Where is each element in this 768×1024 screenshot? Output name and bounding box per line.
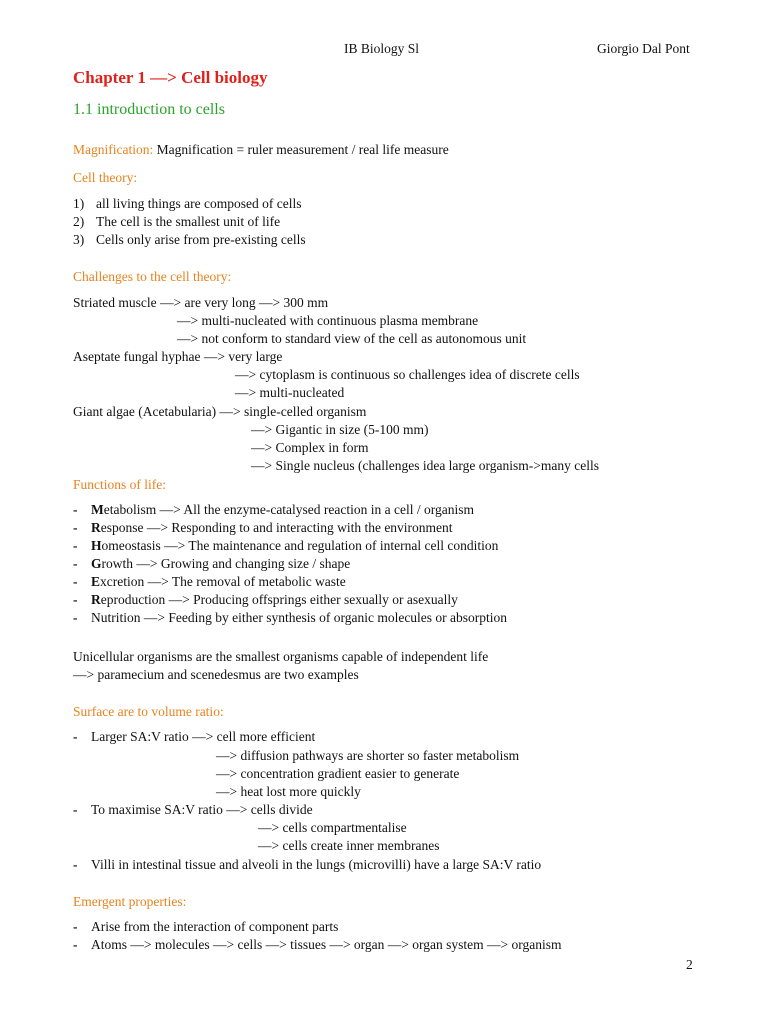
sav-line: —> heat lost more quickly xyxy=(216,784,361,799)
challenge-line: —> Gigantic in size (5-100 mm) xyxy=(251,422,429,437)
challenge-line: —> multi-nucleated with continuous plasma membrane xyxy=(177,313,479,328)
list-item: - Reproduction —> Producing offsprings either sexually or asexually xyxy=(73,592,458,607)
list-item: 3) Cells only arise from pre-existing cells xyxy=(73,232,306,247)
cell-theory-heading: Cell theory: xyxy=(73,170,138,185)
sav-line: —> cells compartmentalise xyxy=(258,820,407,835)
unicellular-line: Unicellular organisms are the smallest organisms capable of independent life xyxy=(73,649,489,664)
functions-heading: Functions of life: xyxy=(73,477,166,492)
functions-list xyxy=(73,501,507,627)
chapter-title: Chapter 1 —> Cell biology xyxy=(73,68,268,87)
emergent-heading: Emergent properties: xyxy=(73,894,187,909)
list-item: - Metabolism —> All the enzyme-catalysed reaction in a cell / organism xyxy=(73,502,474,517)
magnification-text: Magnification = ruler measurement / real life measure xyxy=(153,142,449,157)
sav-line: - Larger SA:V ratio —> cell more efficient xyxy=(73,729,316,744)
challenge-line: Aseptate fungal hyphae —> very large xyxy=(73,349,283,364)
header-author: Giorgio Dal Pont xyxy=(597,41,690,56)
challenge-line: Giant algae (Acetabularia) —> single-celled organism xyxy=(73,404,367,419)
challenge-line: Striated muscle —> are very long —> 300 mm xyxy=(73,295,329,310)
list-item: - Growth —> Growing and changing size / shape xyxy=(73,556,351,571)
cell-theory-list xyxy=(73,195,306,249)
challenge-line: —> multi-nucleated xyxy=(235,385,345,400)
sav-heading: Surface are to volume ratio: xyxy=(73,704,224,719)
list-item: 1) all living things are composed of cells xyxy=(73,196,302,211)
magnification-line xyxy=(73,141,449,159)
sav-line: —> concentration gradient easier to generate xyxy=(216,766,460,781)
list-item: - Response —> Responding to and interacting with the environment xyxy=(73,520,453,535)
page-number: 2 xyxy=(686,957,693,972)
challenge-line: —> Complex in form xyxy=(251,440,369,455)
sav-line: - Villi in intestinal tissue and alveoli in the lungs (microvilli) have a large SA:V ratio xyxy=(73,857,542,872)
challenge-line: —> Single nucleus (challenges idea large organism->many cells xyxy=(251,458,600,473)
challenge-line: —> cytoplasm is continuous so challenges idea of discrete cells xyxy=(235,367,580,382)
header-course: IB Biology Sl xyxy=(344,41,420,56)
list-item: - Excretion —> The removal of metabolic waste xyxy=(73,574,346,589)
sav-line: - To maximise SA:V ratio —> cells divide xyxy=(73,802,313,817)
challenge-line: —> not conform to standard view of the cell as autonomous unit xyxy=(177,331,527,346)
list-item: 2) The cell is the smallest unit of life xyxy=(73,214,281,229)
challenges-heading: Challenges to the cell theory: xyxy=(73,269,232,284)
section-title: 1.1 introduction to cells xyxy=(73,101,225,118)
list-item: - Nutrition —> Feeding by either synthesis of organic molecules or absorption xyxy=(73,610,508,625)
magnification-label: Magnification: xyxy=(73,142,154,157)
list-item: - Homeostasis —> The maintenance and regulation of internal cell condition xyxy=(73,538,499,553)
emergent-line: - Arise from the interaction of component parts xyxy=(73,919,339,934)
sav-line: —> diffusion pathways are shorter so faster metabolism xyxy=(216,748,520,763)
sav-line: —> cells create inner membranes xyxy=(258,838,440,853)
unicellular-examples: —> paramecium and scenedesmus are two examples xyxy=(73,667,359,682)
emergent-line: - Atoms —> molecules —> cells —> tissues —> organ —> organ system —> organism xyxy=(73,937,562,952)
